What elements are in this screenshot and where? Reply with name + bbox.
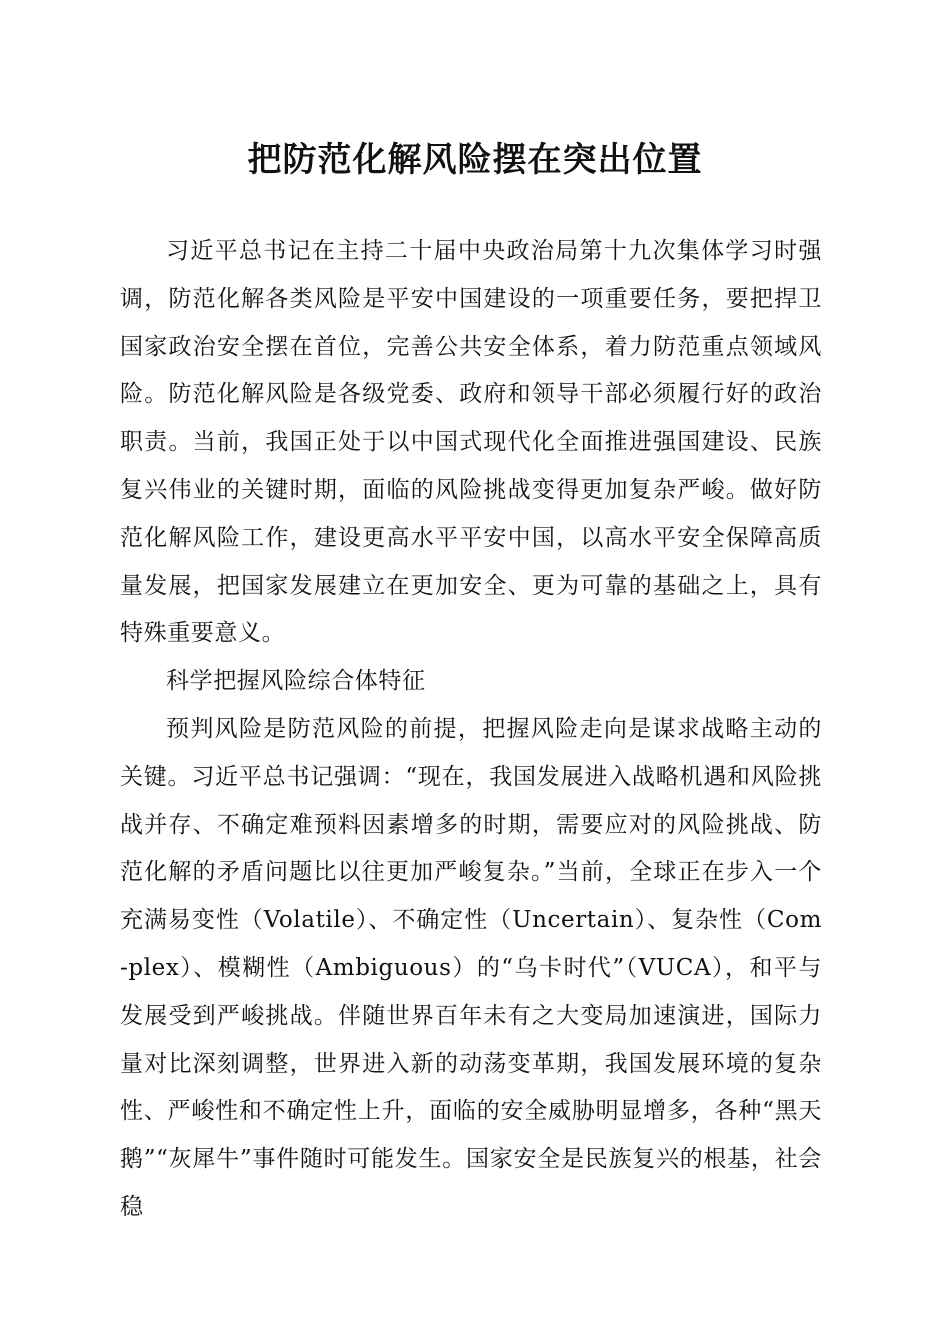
document-body bbox=[120, 228, 822, 1232]
section-heading: 科学把握风险综合体特征 bbox=[166, 668, 426, 695]
paragraph-risk: 预判风险是防范风险的前提，把握风险走向是谋求战略主动的关键。习近平总书记强调：“现在，我国发展进入战略机遇和风险挑战并存、不确定难预料因素增多的时期，需要应对的风险挑战、防范化解的矛盾问题比以往更加严峻复杂。”当前，全球正在步入一个充满易变性（Volatile）、不确定性（Uncertain）、复杂性（Com-plex）、模糊性（Ambiguous）的“乌卡时代”（VUCA），和平与发展受到严峻挑战。伴随世界百年未有之大变局加速演进，国际力量对比深刻调整，世界进入新的动荡变革期，我国发展环境的复杂性、严峻性和不确定性上升，面临的安全威胁明显增多，各种“黑天鹅”“灰犀牛”事件随时可能发生。国家安全是民族复兴的根基，社会稳 bbox=[120, 715, 822, 1220]
document-title: 把防范化解风险摆在突出位置 bbox=[247, 140, 703, 180]
paragraph-intro: 习近平总书记在主持二十届中央政治局第十九次集体学习时强调，防范化解各类风险是平安中国建设的一项重要任务，要把捍卫国家政治安全摆在首位，完善公共安全体系，着力防范重点领域风险。防范化解风险是各级党委、政府和领导干部必须履行好的政治职责。当前，我国正处于以中国式现代化全面推进强国建设、民族复兴伟业的关键时期，面临的风险挑战变得更加复杂严峻。做好防范化解风险工作，建设更高水平平安中国，以高水平安全保障高质量发展，把国家发展建立在更加安全、更为可靠的基础之上，具有特殊重要意义。 bbox=[120, 238, 822, 647]
